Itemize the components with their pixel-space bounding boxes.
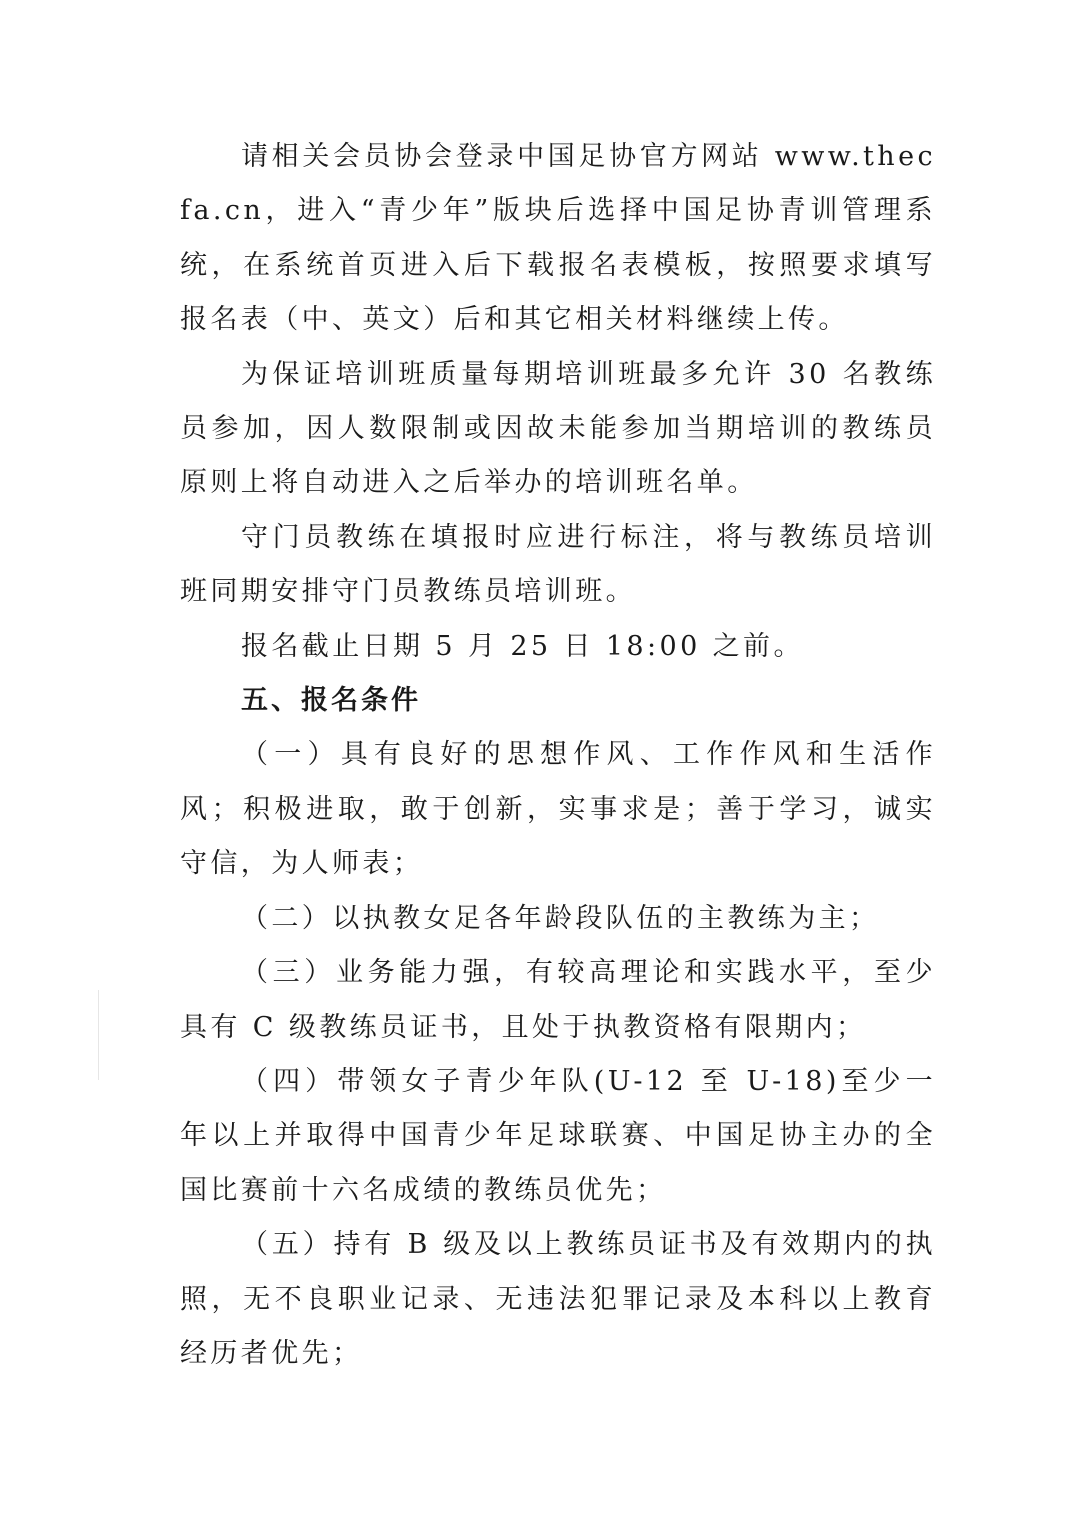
condition-item-1: （一）具有良好的思想作风、工作作风和生活作风；积极进取，敢于创新，实事求是；善于学习，诚实守信，为人师表； xyxy=(180,739,936,880)
condition-item-3: （三）业务能力强，有较高理论和实践水平，至少具有 C 级教练员证书，且处于执教资格有限期内； xyxy=(180,957,936,1043)
condition-item-4: （四）带领女子青少年队(U-12 至 U-18)至少一年以上并取得中国青少年足球联赛、中国足协主办的全国比赛前十六名成绩的教练员优先； xyxy=(180,1065,936,1206)
condition-item-2: （二）以执教女足各年龄段队伍的主教练为主； xyxy=(241,902,880,934)
section-heading-registration-conditions: 五、报名条件 xyxy=(241,685,421,717)
document-body xyxy=(180,130,936,1381)
paragraph-registration-deadline: 报名截止日期 5 月 25 日 18:00 之前。 xyxy=(241,630,804,662)
scan-edge-mark xyxy=(98,990,99,1080)
paragraph-registration-instructions: 请相关会员协会登录中国足协官方网站 www.thecfa.cn，进入“青少年”版块后选择中国足协青训管理系统，在系统首页进入后下载报名表模板，按照要求填写报名表（中、英文）后和其它相关材料继续上传。 xyxy=(180,141,936,336)
paragraph-class-size-limit: 为保证培训班质量每期培训班最多允许 30 名教练员参加，因人数限制或因故未能参加当期培训的教练员原则上将自动进入之后举办的培训班名单。 xyxy=(180,358,936,499)
paragraph-goalkeeper-coach-note: 守门员教练在填报时应进行标注，将与教练员培训班同期安排守门员教练员培训班。 xyxy=(180,521,936,608)
condition-item-5: （五）持有 B 级及以上教练员证书及有效期内的执照，无不良职业记录、无违法犯罪记录及本科以上教育经历者优先； xyxy=(180,1229,936,1369)
